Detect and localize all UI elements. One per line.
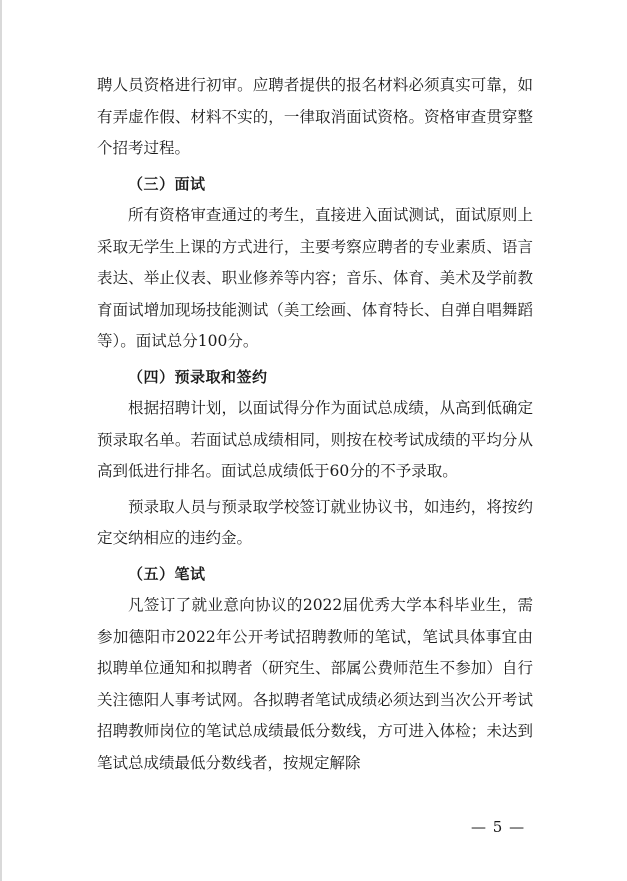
paragraph-qualification-review: 聘人员资格进行初审。应聘者提供的报名材料必须真实可靠，如有弄虚作假、材料不实的，一律取消面试资格。资格审查贯穿整个招考过程。 [97,76,533,157]
document-body [97,70,533,779]
page-number: — 5 — [471,818,526,836]
paragraph-written-exam: 凡签订了就业意向协议的2022届优秀大学本科毕业生，需参加德阳市2022年公开考试招聘教师的笔试，笔试具体事宜由拟聘单位通知和拟聘者（研究生、部属公费师范生不参加）自行关注德阳人事考试网。各拟聘者笔试成绩必须达到当次公开考试招聘教师岗位的笔试总成绩最低分数线，方可进入体检；未达到笔试总成绩最低分数线者，按规定解除 [97,596,533,772]
section-heading-pre-admission: （四）预录取和签约 [128,367,268,386]
section-heading-interview: （三）面试 [128,174,206,193]
paragraph-interview: 所有资格审查通过的考生，直接进入面试测试，面试原则上采取无学生上课的方式进行，主要考察应聘者的专业素质、语言表达、举止仪表、职业修养等内容；音乐、体育、美术及学前教育面试增加现场技能测试（美工绘画、体育特长、自弹自唱舞蹈等）。面试总分100分。 [97,206,533,350]
section-heading-written-exam: （五）笔试 [128,564,206,583]
paragraph-agreement: 预录取人员与预录取学校签订就业协议书，如违约，将按约定交纳相应的违约金。 [97,497,533,547]
page-edge [0,0,2,881]
paragraph-pre-admission: 根据招聘计划，以面试得分作为面试总成绩，从高到低确定预录取名单。若面试总成绩相同，则按在校考试成绩的平均分从高到低进行排名。面试总成绩低于60分的不予录取。 [97,399,533,480]
